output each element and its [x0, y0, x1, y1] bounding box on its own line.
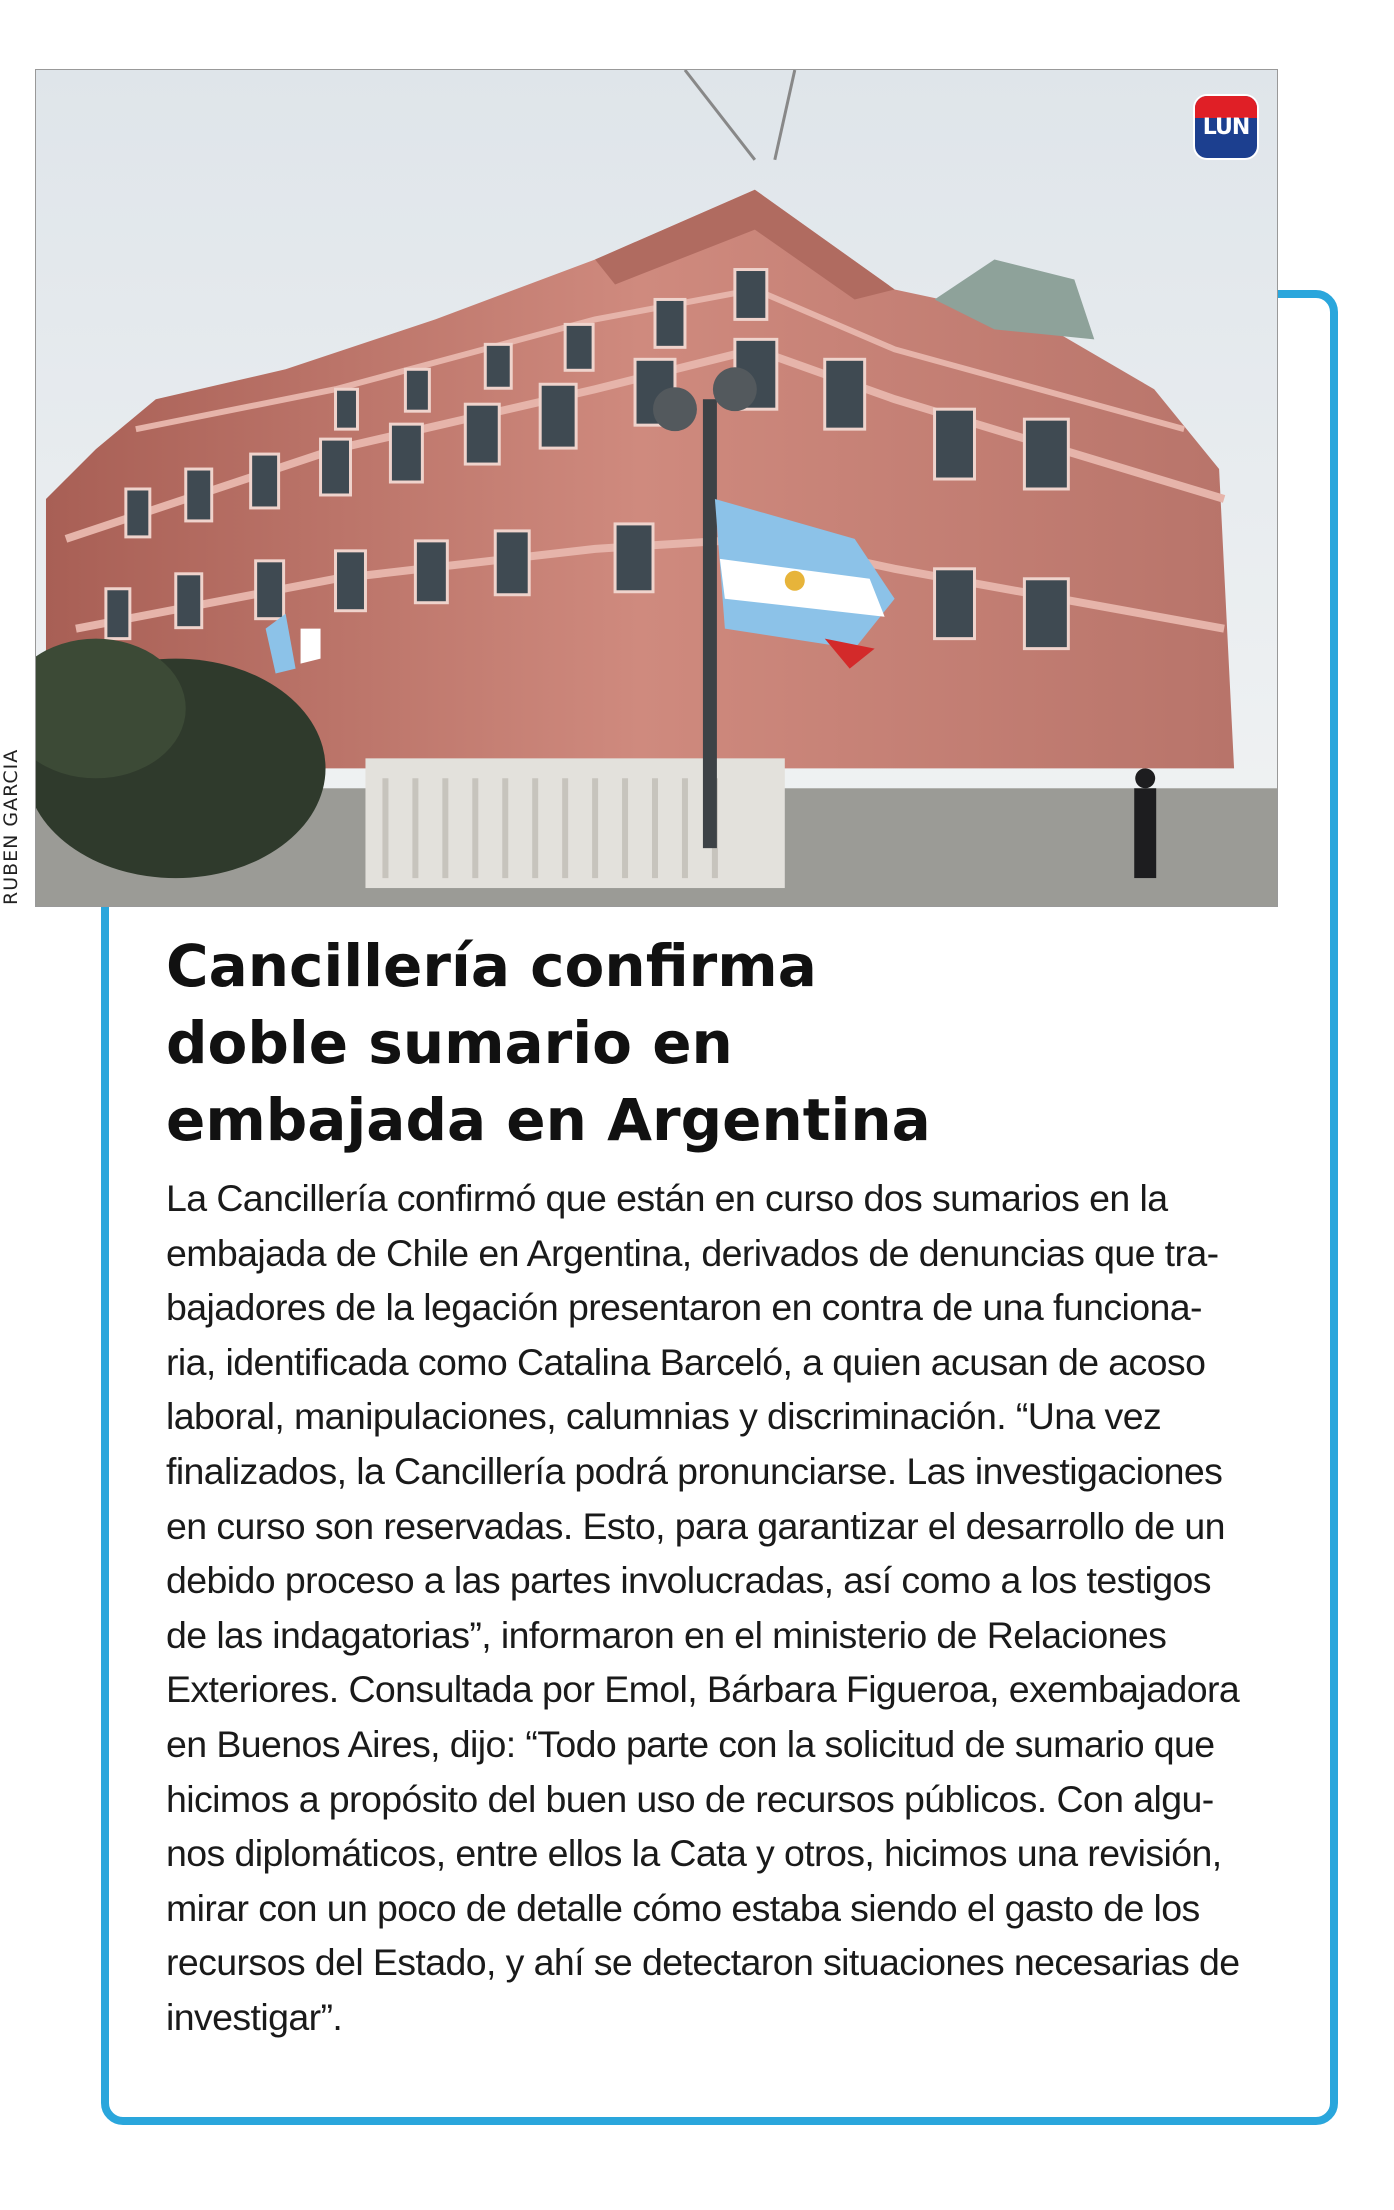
body-line: en Buenos Aires, dijo: “Todo parte con la solicitud de sumario que [166, 1722, 1215, 1765]
photo-credit: RUBEN GARCIA [0, 748, 22, 905]
body-line: debido proceso a las partes involucradas, así como a los testigos [166, 1559, 1211, 1602]
building-illustration [36, 70, 1277, 906]
article-headline [166, 928, 1286, 1159]
body-line: en curso son reservadas. Esto, para garantizar el desarrollo de un [166, 1504, 1225, 1547]
lun-logo: LUN [1195, 96, 1257, 158]
article-body [166, 1171, 1271, 2045]
body-line: laboral, manipulaciones, calumnias y discriminación. “Una vez [166, 1395, 1162, 1438]
headline-line: Cancillería confirma [166, 932, 817, 1000]
body-line: nos diplomáticos, entre ellos la Cata y otros, hicimos una revisión, [166, 1832, 1222, 1875]
body-line: recursos del Estado, y ahí se detectaron situaciones necesarias de [166, 1941, 1240, 1984]
headline-line: embajada en Argentina [166, 1086, 931, 1154]
body-line: investigar”. [166, 1995, 343, 2038]
article-photo [35, 69, 1278, 907]
body-line: La Cancillería confirmó que están en curso dos sumarios en la [166, 1177, 1168, 1219]
body-line: de las indagatorias”, informaron en el ministerio de Relaciones [166, 1613, 1167, 1656]
headline-line: doble sumario en [166, 1009, 733, 1077]
body-line: Exteriores. Consultada por Emol, Bárbara Figueroa, exembajadora [166, 1668, 1240, 1711]
body-line: ria, identificada como Catalina Barceló, a quien acusan de acoso [166, 1340, 1206, 1383]
body-line: finalizados, la Cancillería podrá pronunciarse. Las investigaciones [166, 1449, 1223, 1492]
body-line: mirar con un poco de detalle cómo estaba siendo el gasto de los [166, 1886, 1200, 1929]
body-line: hicimos a propósito del buen uso de recursos públicos. Con algu- [166, 1777, 1214, 1820]
body-line: bajadores de la legación presentaron en contra de una funciona- [166, 1286, 1202, 1329]
body-line: embajada de Chile en Argentina, derivados de denuncias que tra- [166, 1231, 1219, 1274]
